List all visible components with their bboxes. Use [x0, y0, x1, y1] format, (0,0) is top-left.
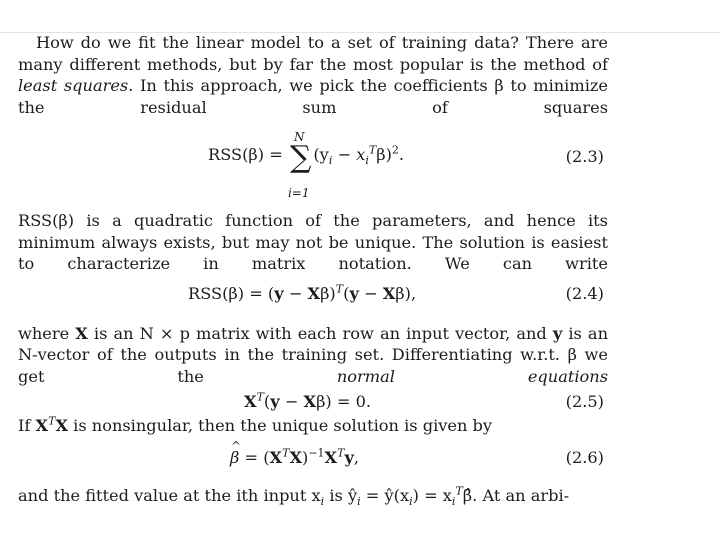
equation-2-5: $X^T(y - X\beta) = 0$. (2.5) — [244, 390, 604, 411]
equation-2-3: RSS(β) = ∑ N i=1 $(y_i - x_i^T\beta)^2$. (2.3) — [208, 130, 604, 200]
equation-number: (2.4) — [565, 283, 604, 303]
paragraph-least-squares: How do we fit the linear model to a set of training data? There are many different methods, but by far the most popular is the method of least squares. In this approach, we pick the coefficients β to minimize the residual sum of squares — [18, 33, 608, 117]
paragraph-fitted-value: and the fitted value at the ith input $x_i$ is $ŷ_i$ = $ŷ(x_i)$ = $x_i^T\betâ$. At an arbi- — [18, 484, 570, 508]
equation-number: (2.5) — [565, 392, 604, 411]
least-squares-emphasis: least squares — [18, 76, 129, 95]
equation-2-4: $RSS(\beta) = (y - X\beta)^T(y - X\beta)$, (2.4) — [188, 282, 604, 303]
summation-symbol: ∑ N i=1 — [287, 130, 312, 200]
equation-number: (2.3) — [565, 147, 604, 166]
equation-2-6: ^ $\beta = (X^TX)^{-1}X^Ty$, (2.6) — [18, 437, 608, 483]
equation-number: (2.6) — [565, 447, 604, 467]
normal-equations-emphasis: normal equations — [336, 366, 608, 386]
paragraph-nonsingular: If $X^TX$ is nonsingular, then the unique solution is given by — [18, 414, 493, 435]
paragraph-rss-quadratic: RSS(β) is a quadratic function of the parameters, and hence its minimum always exists, but may not be unique. The solution is easiest to characterize in matrix notation. We can write — [18, 211, 608, 273]
paragraph-matrix-definition: where X is an N × p matrix with each row an input vector, and y is an N-vector of the outputs in the training set. Differentiating w.r.t. β we get the normal equations — [18, 323, 609, 386]
text-page — [18, 32, 608, 506]
